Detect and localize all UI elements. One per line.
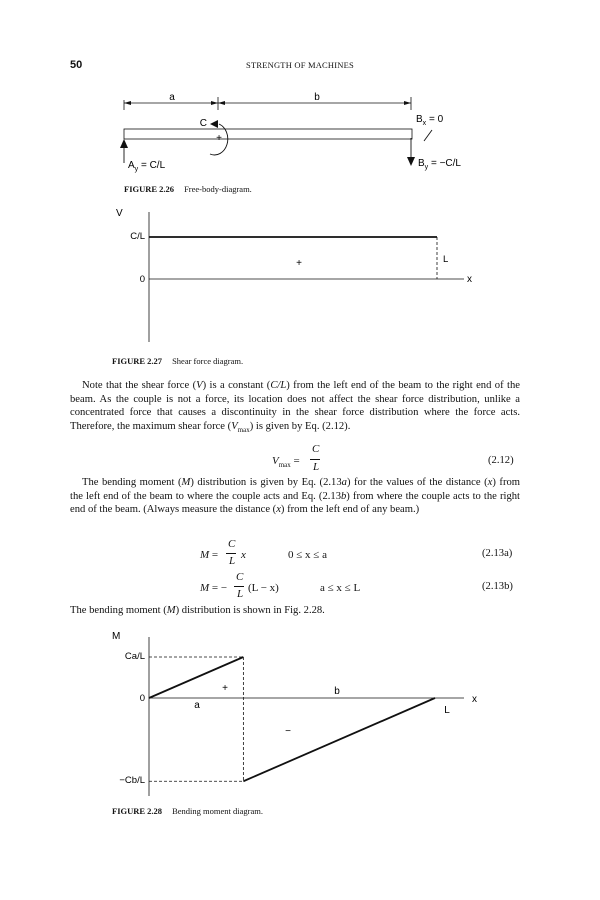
beam — [124, 129, 412, 139]
right-reaction-y-label: $B_y = -C/L$ — [418, 158, 461, 171]
left-reaction-arrowhead — [120, 139, 128, 148]
y-axis-title: V — [116, 208, 123, 219]
couple-arrowhead — [210, 120, 218, 128]
couple-sign: + — [216, 133, 222, 144]
y-tick-label: Ca/L — [124, 651, 145, 662]
moment-line-2 — [243, 698, 435, 781]
equation-2-13a-number: (2.13a) — [482, 548, 513, 559]
caption-label: FIGURE 2.28 — [112, 806, 163, 816]
bending-moment-diagram — [0, 620, 600, 800]
x-tick-label: a — [194, 700, 200, 711]
right-reaction-x-label: $B_x = 0$ — [416, 114, 444, 127]
dim-arrow — [124, 101, 131, 105]
equation-2-13b-number: (2.13b) — [482, 581, 513, 592]
x-axis-title: x — [472, 694, 477, 705]
y-tick-label: C/L — [130, 231, 145, 242]
right-reaction-arrowhead — [407, 157, 415, 166]
x-tick-label: L — [444, 705, 450, 716]
figure-2-27-caption — [112, 356, 243, 366]
region-sign: + — [296, 258, 302, 269]
dim-b-label: b — [314, 92, 320, 103]
x-tick-label: L — [443, 254, 449, 265]
running-title: STRENGTH OF MACHINES — [246, 60, 354, 70]
couple-label: C — [199, 118, 207, 129]
moment-line-1 — [149, 657, 243, 698]
dim-arrow — [218, 101, 225, 105]
paragraph-bending: The bending moment (M) distribution is given by Eq. (2.13a) for the values of the distance (x) from the left end of the beam to where the couple acts and Eq. (2.13b) from where the couple acts to the right end of the beam. (Always measure the distance (x) from the left end of any beam.) — [70, 477, 521, 515]
page-number: 50 — [70, 59, 83, 71]
figure-2-26-caption — [124, 184, 252, 194]
dim-arrow — [404, 101, 411, 105]
dim-a-label: a — [169, 92, 175, 103]
figure-2-28-caption — [112, 806, 263, 816]
left-reaction-label: $A_y = C/L$ — [128, 160, 166, 173]
book-page: 50 STRENGTH OF MACHINES a b C + $A_y = C/L$ $B_x = 0$ $B_y = -C/L$ FIGURE 2.26 Free-body-diagram. V x C/L 0 L + FIGURE 2.27 Shear force diagram. Note that the shear force (V) is a constant (C/L) from the left end of the beam to the right end of the beam. As the couple is not a force, its location does not affect the shear force distribution, unlike a concentrated force that causes a discontinuity in the shear force distribution where the force acts. Therefore, the maximum shear force $(V_{max})$ is given by Eq. (2.12). $V_{max}$ = C L (2.12) The bending moment (M) distribution is given by Eq. (2.13a) for the values of the distance (x) from the left end of the beam to where the couple acts and Eq. (2.13b) from where the couple acts to the right end of the beam. (Always measure the distance (x) from the left end of any beam.) M = C L x 0 ≤ x ≤ a (2.13a) M = − C L (L − x) a ≤ x ≤ L (2.13b) The bending moment (M) distribution is shown in Fig. 2.28. M x Ca/L 0 −Cb/L a b L + − FIGURE 2.28 Bending moment diagram. — [0, 0, 600, 900]
y-tick-label: 0 — [139, 274, 145, 285]
dim-arrow — [211, 101, 218, 105]
paragraph-shear: Note that the shear force (V) is a constant (C/L) from the left end of the beam to the right end of the beam. As the couple is not a force, its location does not affect the shear force distribution, unlike a concentrated force that causes a discontinuity in the shear force distribution where the force acts. Therefore, the maximum shear force $(V_{max})$ is given by Eq. (2.12). — [70, 380, 520, 434]
shear-force-diagram — [0, 200, 600, 360]
region-sign: + — [222, 683, 228, 694]
caption-title: Shear force diagram. — [172, 356, 244, 366]
caption-label: FIGURE 2.27 — [112, 356, 163, 366]
region-sign: − — [285, 726, 291, 737]
bx-zero-slash — [424, 130, 432, 141]
y-tick-label: 0 — [139, 693, 145, 704]
y-axis-title: M — [112, 631, 121, 642]
y-tick-label: −Cb/L — [119, 775, 145, 786]
x-axis-title: x — [467, 274, 472, 285]
caption-label: FIGURE 2.26 — [124, 184, 175, 194]
equation-2-12-number: (2.12) — [488, 455, 514, 466]
caption-title: Bending moment diagram. — [172, 806, 263, 816]
x-tick-label: b — [334, 686, 340, 697]
paragraph-figure-ref: The bending moment (M) distribution is shown in Fig. 2.28. — [70, 605, 325, 616]
free-body-diagram — [0, 0, 600, 200]
caption-title: Free-body-diagram. — [184, 184, 252, 194]
